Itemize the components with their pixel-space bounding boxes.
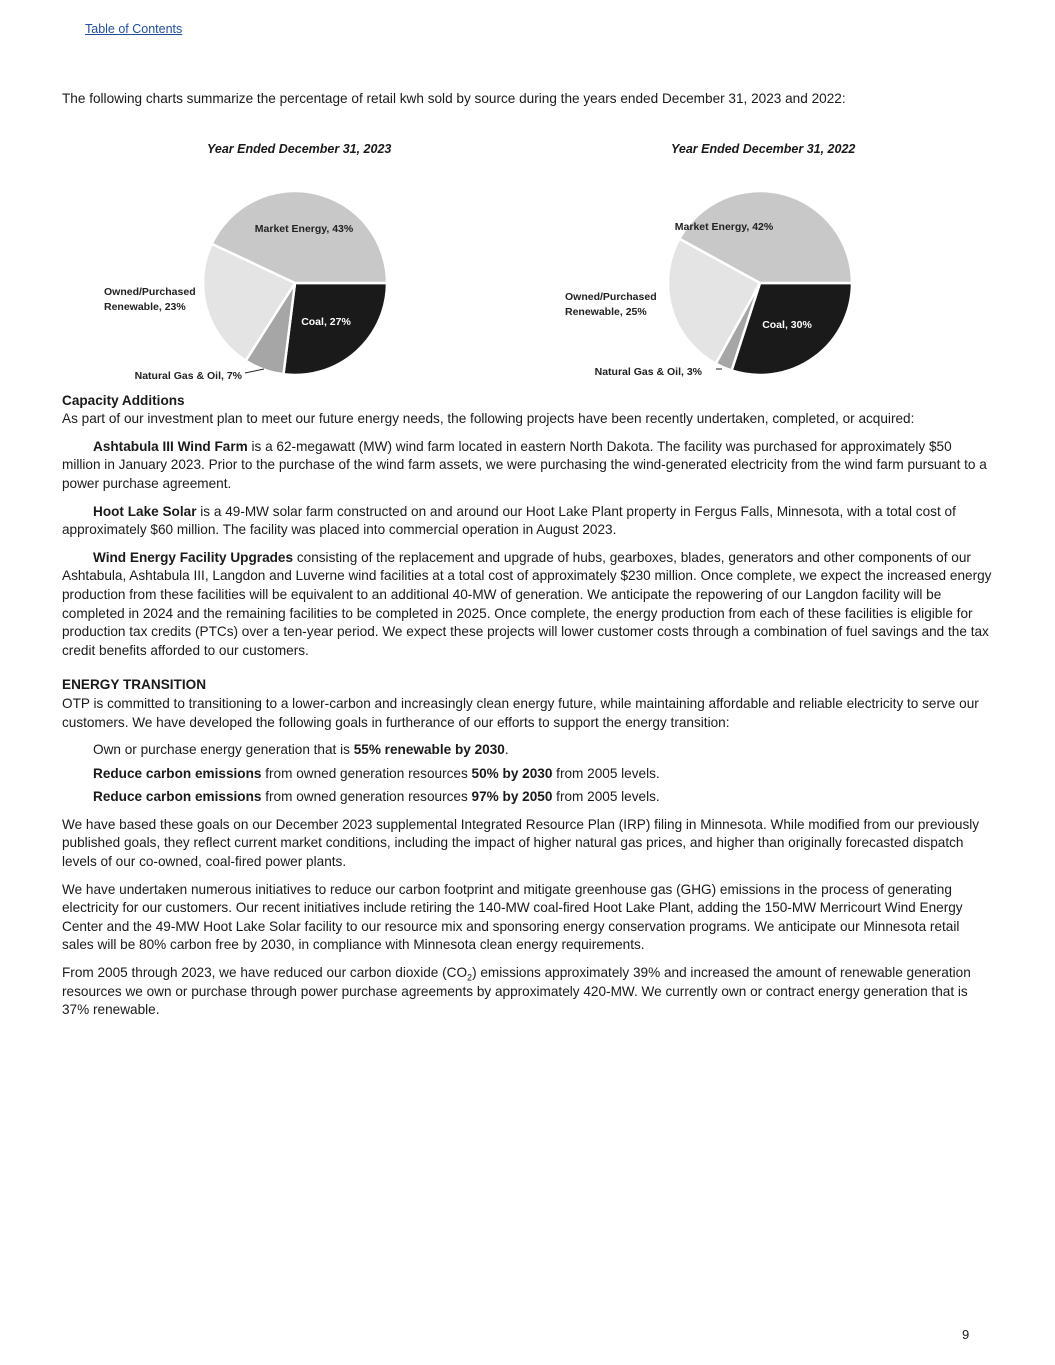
goal-label: Reduce carbon emissions [93, 789, 262, 805]
goal-text: from owned generation resources [261, 765, 472, 781]
label-leader-line [245, 369, 264, 373]
item-text: is a 62-megawatt (MW) wind farm located in eastern North Dakota. The facility was purchased for approximately $50 million in January 2023. Prior to the purchase of the wind farm assets, we were purchasing the wind-generated electricity from the wind farm pursuant to a power purchase agreement. [62, 438, 987, 491]
item-name: Hoot Lake Solar [93, 503, 197, 519]
page-content [62, 90, 992, 1029]
goal-text: from 2005 levels. [552, 765, 660, 781]
emissions-text: ) emissions approximately 39% and increased the amount of renewable generation resources we own or purchase through power purchase agreements by approximately 420-MW. We currently own or contract energy generation that is 37% renewable. [62, 965, 971, 1018]
pie-data-label: Natural Gas & Oil, 3% [594, 365, 702, 378]
item-name: Ashtabula III Wind Farm [93, 438, 248, 454]
goal-target: 50% by 2030 [471, 765, 553, 781]
initiatives-paragraph: We have undertaken numerous initiatives to reduce our carbon footprint and mitigate greenhouse gas (GHG) emissions in the process of generating electricity for our customers. Our recent initiatives include retiring the 140-MW coal-fired Hoot Lake Plant, adding the 150-MW Merricourt Wind Energy Center and the 49-MW Hoot Lake Solar facility to our resource mix and sponsoring energy conservation programs. We anticipate our Minnesota retail sales will be 80% carbon free by 2030, in compliance with Minnesota clean energy requirements. [62, 881, 963, 953]
goal-label: Reduce carbon emissions [93, 765, 262, 781]
emissions-text: From 2005 through 2023, we have reduced our carbon dioxide (CO [62, 965, 468, 981]
capacity-item-wind-upgrades [62, 549, 992, 661]
emissions-paragraph [62, 964, 992, 1020]
pie-data-label: Natural Gas & Oil, 7% [134, 369, 242, 382]
energy-intro: OTP is committed to transitioning to a lower-carbon and increasingly clean energy future, while maintaining affordable and reliable electricity to serve our customers. We have developed the following goals in furtherance of our efforts to support the energy transition: [62, 695, 979, 730]
pie-slice-coal [283, 283, 387, 375]
item-text: consisting of the replacement and upgrade of hubs, gearboxes, blades, generators and other components of our Ashtabula, Ashtabula III, Langdon and Luverne wind facilities at a total cost of approximately $230 million. Once complete, we expect the increased energy production from these facilities will be equivalent to an additional 40-MW of generation. We anticipate the repowering of our Langdon facility will be completed in 2024 and the remaining facilities to be completed in 2025. Once complete, the energy production from each of these facilities is eligible for production tax credits (PTCs) over a ten-year period. We expect these projects will lower customer costs through a combination of fuel savings and the tax credit benefits afforded to our customers. [62, 549, 992, 658]
goal-target: 97% by 2050 [471, 789, 553, 805]
goal-renewable [62, 741, 992, 760]
pie-data-label: Coal, 30% [762, 318, 812, 331]
pie-data-label: Owned/Purchased Renewable, 25% [565, 290, 657, 318]
capacity-intro: As part of our investment plan to meet our future energy needs, the following projects have been recently undertaken, completed, or acquired: [62, 411, 915, 427]
pie-data-label: Market Energy, 42% [674, 220, 774, 233]
co2-subscript: 2 [467, 972, 473, 983]
energy-transition-heading: ENERGY TRANSITION [62, 677, 207, 693]
capacity-item-hoot-lake-solar [62, 503, 992, 540]
pie-data-label: Owned/Purchased Renewable, 23% [104, 285, 196, 313]
goal-text: from 2005 levels. [552, 789, 660, 805]
pie-data-label: Coal, 27% [301, 315, 351, 328]
goal-text: Own or purchase energy generation that is [93, 742, 354, 758]
pie-charts [62, 109, 992, 392]
charts-intro: The following charts summarize the percentage of retail kwh sold by source during the years ended December 31, 2023 and 2022: [62, 91, 846, 106]
capacity-item-ashtabula [62, 438, 992, 494]
item-name: Wind Energy Facility Upgrades [93, 549, 294, 565]
goal-text: . [504, 742, 509, 758]
chart-title-2022: Year Ended December 31, 2022 [671, 141, 856, 156]
goal-carbon-2030 [62, 765, 992, 784]
charts-area [62, 109, 992, 392]
goal-target: 55% renewable by 2030 [353, 742, 505, 758]
irp-paragraph: We have based these goals on our December 2023 supplemental Integrated Resource Plan (IRP) filing in Minnesota. While modified from our previously published goals, they reflect current market conditions, including the impact of higher natural gas prices, and higher than originally forecasted dispatch levels of our co-owned, coal-fired power plants. [62, 816, 980, 870]
pie-data-label: Market Energy, 43% [254, 222, 354, 235]
goal-carbon-2050 [62, 788, 992, 807]
table-of-contents-link[interactable]: Table of Contents [85, 22, 183, 36]
goal-text: from owned generation resources [261, 789, 472, 805]
item-text: is a 49-MW solar farm constructed on and around our Hoot Lake Plant property in Fergus Falls, Minnesota, with a total cost of approximately $60 million. The facility was placed into commercial operation in August 2023. [62, 503, 956, 538]
chart-title-2023: Year Ended December 31, 2023 [207, 141, 392, 156]
page-number: 9 [962, 1327, 970, 1342]
capacity-heading: Capacity Additions [62, 392, 185, 408]
